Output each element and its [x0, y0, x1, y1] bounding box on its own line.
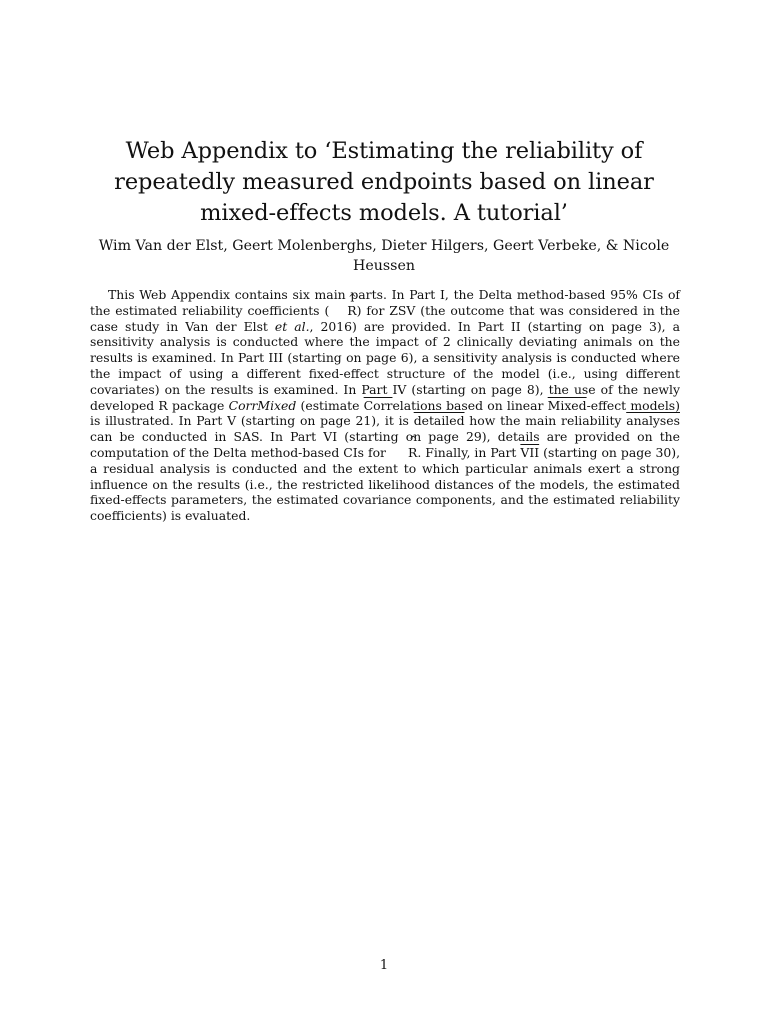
author-list: Wim Van der Elst, Geert Molenberghs, Dieter Hilgers, Geert Verbeke, & Nicole Heussen: [98, 238, 670, 274]
r-hat-symbol: ^ R: [390, 445, 417, 461]
abstract-text: (starting on page 30), a residual analysis is conducted and the extent to which particular animals exert a strong influence on the results (i.e., the restricted likelihood distances of the models, the estimated fixed-effects parameters, the estimated covariance components, and the estimated reliability coefficients) is evaluated.: [90, 444, 681, 524]
abstract-text: -effect models) is illustrated. In Part V (starting on page 21), it is: [90, 397, 680, 429]
overlined-text: detailed: [413, 413, 465, 429]
abstract-text: how the main reliability: [464, 413, 627, 429]
abstract-text: can be conducted in SAS. In Part VI (starting on page 29), details are provided on the computation of the Delta method-based CIs for: [90, 429, 680, 460]
package-name: CorrMixed: [228, 397, 297, 413]
page-number: 1: [379, 958, 389, 973]
overlined-text: $\overline{VII}$: [520, 444, 540, 460]
overlined-text: analyses: [626, 413, 680, 429]
abstract-text: . Finally, in Part: [417, 444, 521, 460]
abstract-text: elations based on linear: [392, 397, 548, 413]
abstract-paragraph: [90, 287, 680, 524]
paper-title: Web Appendix to ‘Estimating the reliability of repeatedly measured endpoints based on linear mixed-effects models. A tutorial’: [114, 138, 654, 226]
abstract-text: (estimate: [296, 397, 364, 413]
r-hat-symbol: ^ R: [329, 303, 356, 319]
abstract-text: ) for ZSV (the outcome that was considered in the case study in Van der Elst: [90, 302, 680, 334]
overlined-text: Corr: [363, 397, 393, 413]
overlined-text: Mixed: [547, 397, 587, 413]
citation-et-al: et al.: [274, 318, 310, 334]
abstract-text: , 2016) are provided. In Part II (starting on page 3), a sensitivity analysis is conducted where the impact of 2 clinically deviating animals on the results is examined. In Part III (starting on page 6), a sensitivity analysis is conducted where the impact of using a different fixed-effect structure of the model (i.e., using different covariates) on the results is examined. In Part IV (starting on page 8), the use of the newly developed R package: [90, 318, 681, 413]
abstract-text: This Web Appendix contains six main parts. In Part I, the Delta method-based 95% CIs of the estimated reliability coefficients (: [90, 287, 680, 318]
